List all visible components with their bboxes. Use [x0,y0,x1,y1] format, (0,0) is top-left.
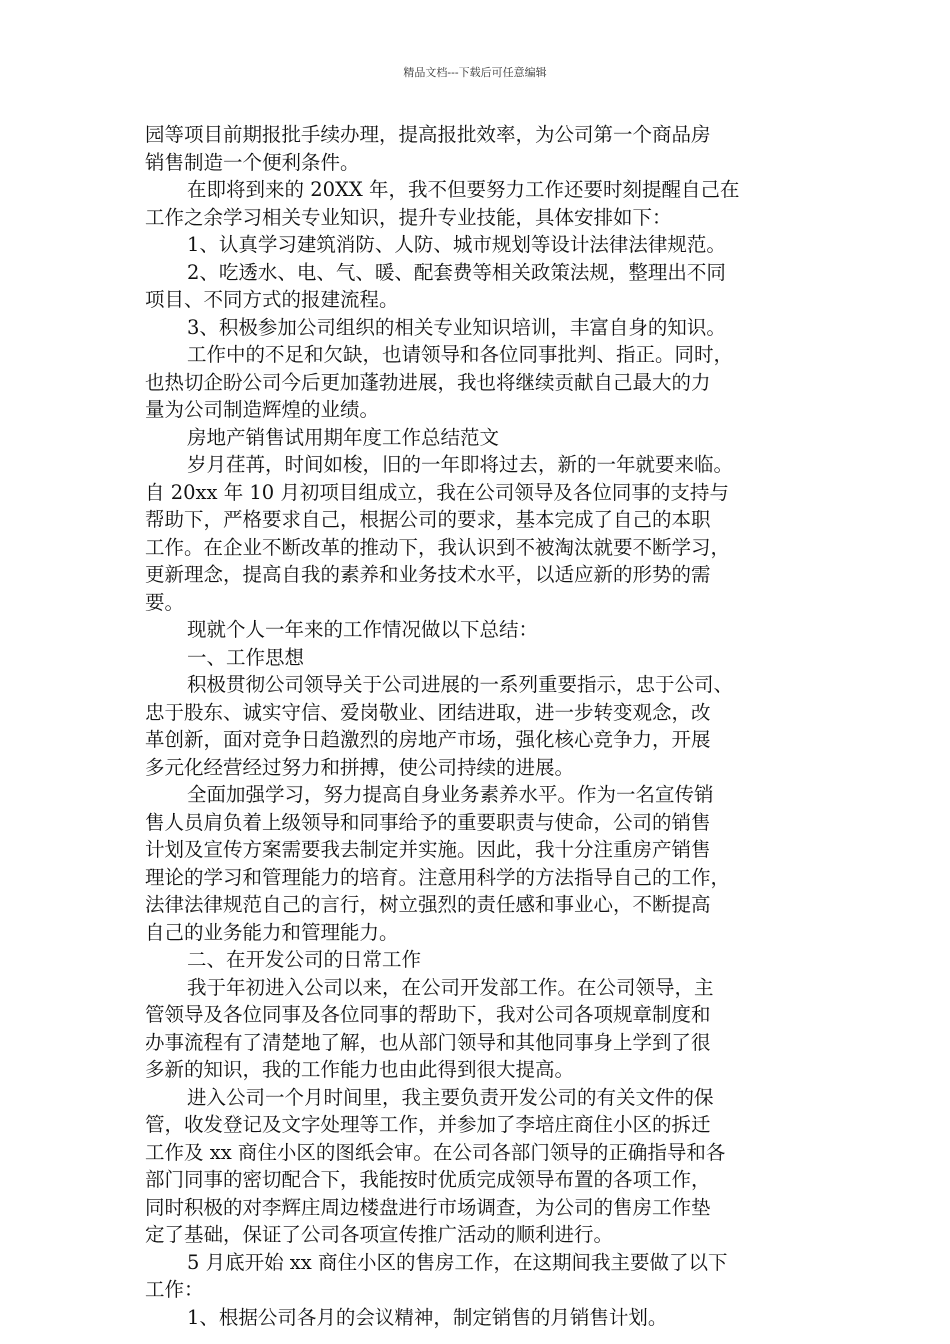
text-line: 办事流程有了清楚地了解，也从部门领导和其他同事身上学到了很 [145,1030,711,1054]
text-line: 工作中的不足和欠缺，也请领导和各位同事批判、指正。同时， [187,343,734,366]
text-line: 2、吃透水、电、气、暖、配套费等相关政策法规，整理出不同 [187,260,726,284]
text-line: 销售制造一个便利条件。 [145,150,360,174]
text-line: 房地产销售试用期年度工作总结范文 [187,425,500,449]
text-line: 同时积极的对李辉庄周边楼盘进行市场调查，为公司的售房工作垫 [145,1195,711,1219]
text-line: 园等项目前期报批手续办理，提高报批效率，为公司第一个商品房 [145,123,711,146]
text-line: 我于年初进入公司以来，在公司开发部工作。在公司领导，主 [187,975,714,999]
text-line: 多新的知识，我的工作能力也由此得到很大提高。 [145,1058,575,1081]
text-line: 自 20xx 年 10 月初项目组成立，我在公司领导及各位同事的支持与 [145,480,729,504]
text-line: 定了基础，保证了公司各项宣传推广活动的顺利进行。 [145,1223,614,1246]
text-line: 帮助下，严格要求自己，根据公司的要求，基本完成了自己的本职 [145,508,711,531]
text-line: 要。 [145,590,185,614]
text-line: 革创新，面对竞争日趋激烈的房地产市场，强化核心竞争力，开展 [145,728,711,751]
text-line: 自己的业务能力和管理能力。 [145,920,399,944]
text-line: 更新理念，提高自我的素养和业务技术水平，以适应新的形势的需 [145,563,711,586]
text-line: 理论的学习和管理能力的培育。注意用科学的方法指导自己的工作， [145,865,731,889]
text-line: 二、在开发公司的日常工作 [187,948,422,971]
text-line: 一、工作思想 [187,645,305,669]
text-line: 进入公司一个月时间里，我主要负责开发公司的有关文件的保 [187,1085,714,1109]
text-line: 也热切企盼公司今后更加蓬勃进展，我也将继续贡献自己最大的力 [145,370,711,394]
text-line: 工作。在企业不断改革的推动下，我认识到不被淘汰就要不断学习， [145,535,731,559]
text-line: 多元化经营经过努力和拼搏，使公司持续的进展。 [145,755,575,779]
text-line: 法律法律规范自己的言行，树立强烈的责任感和事业心，不断提高 [145,893,711,916]
text-line: 部门同事的密切配合下，我能按时优质完成领导布置的各项工作， [145,1168,711,1191]
text-line: 管领导及各位同事及各位同事的帮助下，我对公司各项规章制度和 [145,1003,711,1026]
text-line: 工作： [145,1278,204,1301]
text-line: 岁月荏苒，时间如梭，旧的一年即将过去，新的一年就要来临。 [187,453,734,476]
text-line: 工作之余学习相关专业知识，提升专业技能，具体安排如下： [145,205,672,229]
text-line: 积极贯彻公司领导关于公司进展的一系列重要指示，忠于公司、 [187,673,734,696]
page-header: 精品文档---下载后可任意编辑 [403,66,547,79]
text-line: 量为公司制造辉煌的业绩。 [145,398,380,421]
text-line: 5 月底开始 xx 商住小区的售房工作，在这期间我主要做了以下 [187,1250,728,1274]
text-line: 计划及宣传方案需要我去制定并实施。因此，我十分注重房产销售 [145,838,711,861]
text-line: 管，收发登记及文字处理等工作，并参加了李培庄商住小区的拆迁 [145,1113,711,1136]
text-line: 项目、不同方式的报建流程。 [145,288,399,311]
text-line: 售人员肩负着上级领导和同事给予的重要职责与使命，公司的销售 [145,810,711,834]
text-line: 在即将到来的 20XX 年，我不但要努力工作还要时刻提醒自己在 [187,178,740,201]
text-line: 工作及 xx 商住小区的图纸会审。在公司各部门领导的正确指导和各 [145,1140,726,1164]
text-line: 1、根据公司各月的会议精神，制定销售的月销售计划。 [187,1305,668,1329]
document-body [145,121,825,1331]
text-line: 全面加强学习，努力提高自身业务素养水平。作为一名宣传销 [187,783,714,806]
text-line: 现就个人一年来的工作情况做以下总结： [187,618,539,641]
text-line: 3、积极参加公司组织的相关专业知识培训，丰富自身的知识。 [187,315,726,339]
text-line: 1、认真学习建筑消防、人防、城市规划等设计法律法律规范。 [187,233,726,256]
text-line: 忠于股东、诚实守信、爱岗敬业、团结进取，进一步转变观念，改 [145,700,711,724]
